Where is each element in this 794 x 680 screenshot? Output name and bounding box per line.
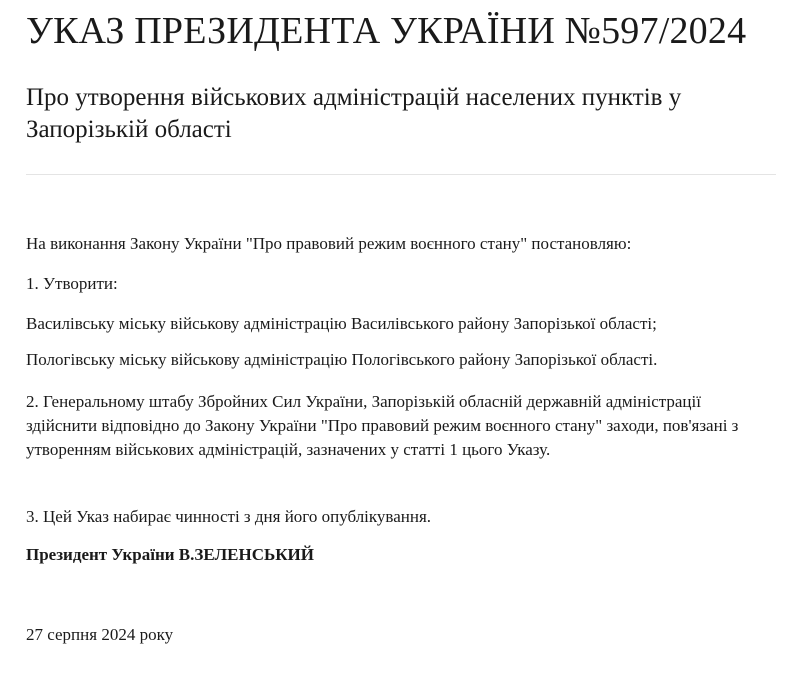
article-1-heading: 1. Утворити: bbox=[26, 274, 118, 293]
intro-paragraph: На виконання Закону України "Про правовий режим воєнного стану" постановляю: bbox=[26, 234, 632, 253]
section-divider bbox=[26, 174, 776, 175]
article-2-paragraph: 2. Генеральному штабу Збройних Сил України, Запорізькій обласній державній адміністрації здійснити відповідно до Закону України "Про правовий режим воєнного стану" заходи, пов'язані з утворенням військових адміністрацій, зазначених у статті 1 цього Указу. bbox=[26, 392, 739, 459]
article-3-paragraph: 3. Цей Указ набирає чинності з дня його опублікування. bbox=[26, 507, 432, 526]
decree-subtitle: Про утворення військових адміністрацій населених пунктів у Запорізькій області bbox=[26, 84, 682, 143]
decree-title: УКАЗ ПРЕЗИДЕНТА УКРАЇНИ №597/2024 bbox=[26, 10, 747, 52]
signature: Президент України В.ЗЕЛЕНСЬКИЙ bbox=[26, 545, 314, 564]
article-1-item-polohy: Пологівську міську військову адміністрацію Пологівського району Запорізької області. bbox=[26, 350, 658, 369]
decree-date: 27 серпня 2024 року bbox=[26, 625, 174, 644]
article-1-item-vasylivka: Василівську міську військову адміністрацію Василівського району Запорізької області; bbox=[26, 314, 657, 333]
